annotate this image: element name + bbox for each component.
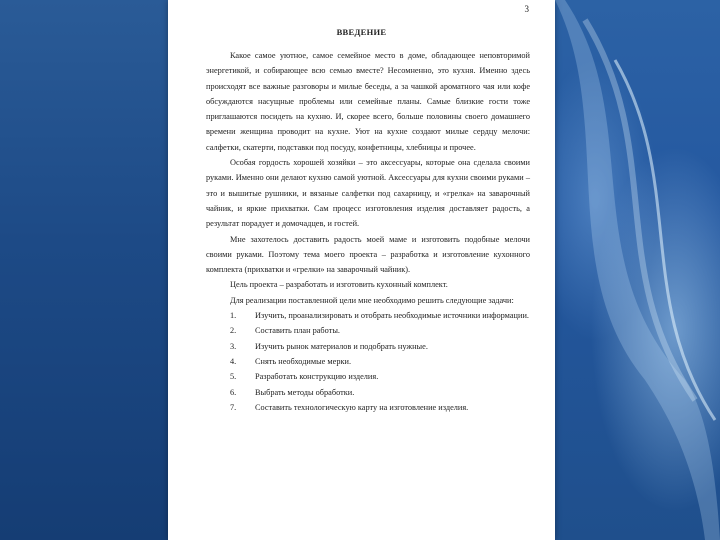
list-item-number: 5. [230, 372, 237, 382]
task-list [206, 308, 530, 415]
list-item [206, 400, 530, 415]
paragraph: Мне захотелось доставить радость моей маме и изготовить подобные мелочи своими руками. Поэтому тема моего проекта – разработка и изготовление кухонного комплекта (прихватки и «грелки» на заварочный чайник). [206, 234, 530, 275]
list-item [206, 369, 530, 384]
paragraph: Для реализации поставленной цели мне необходимо решить следующие задачи: [230, 295, 514, 305]
list-item-number: 6. [230, 387, 237, 397]
list-item-text: Снять необходимые мерки. [255, 356, 352, 366]
list-item [206, 308, 530, 323]
page-title: ВВЕДЕНИЕ [336, 27, 387, 37]
list-item-number: 3. [230, 341, 237, 351]
list-item-text: Составить план работы. [255, 326, 340, 336]
list-item-text: Изучить рынок материалов и подобрать нужные. [255, 341, 428, 351]
document-page [168, 0, 555, 540]
background-left [0, 0, 168, 540]
paragraph: Особая гордость хорошей хозяйки – это аксессуары, которые она сделала своими руками. Именно они делают кухню самой уютной. Аксессуары для кухни своими руками – это и вышитые рушники, и вязаные салфетки под сахарницу, и «грелка» на заварочный чайник, и яркие прихватки. Сам процесс изготовления изделия доставляет радость, а результат порадует и домочадцев, и гостей. [206, 158, 530, 229]
list-item-number: 2. [230, 326, 237, 336]
decorative-swoosh [555, 0, 720, 540]
list-item-number: 4. [230, 356, 237, 366]
paragraph: Цель проекта – разработать и изготовить кухонный комплект. [230, 280, 448, 290]
list-item-text: Изучить, проанализировать и отобрать необходимые источники информации. [255, 311, 529, 321]
list-item-number: 7. [230, 402, 237, 412]
list-item [206, 385, 530, 400]
list-item-text: Разработать конструкцию изделия. [255, 372, 379, 382]
list-item [206, 323, 530, 338]
paragraph: Какое самое уютное, самое семейное место в доме, обладающее неповторимой энергетикой, и собирающее всю семью вместе? Несомненно, это кухня. Именно здесь происходят все важные разговоры и милые беседы, а за чашкой ароматного чая или кофе обсуждаются насущные проблемы или семейные планы. Самые близкие гости тоже приглашаются посидеть на кухню. И, скорее всего, больше половины своего домашнего времени женщина проводит на кухне. Уют на кухне создают милые сердцу мелочи: салфетки, скатерти, подставки под посуду, конфетницы, хлебницы и прочее. [206, 51, 530, 152]
list-item-number: 1. [230, 311, 237, 321]
list-item [206, 339, 530, 354]
document-body [206, 48, 530, 415]
page-number: 3 [524, 4, 529, 14]
list-item-text: Составить технологическую карту на изготовление изделия. [255, 402, 469, 412]
list-item-text: Выбрать методы обработки. [255, 387, 355, 397]
list-item [206, 354, 530, 369]
